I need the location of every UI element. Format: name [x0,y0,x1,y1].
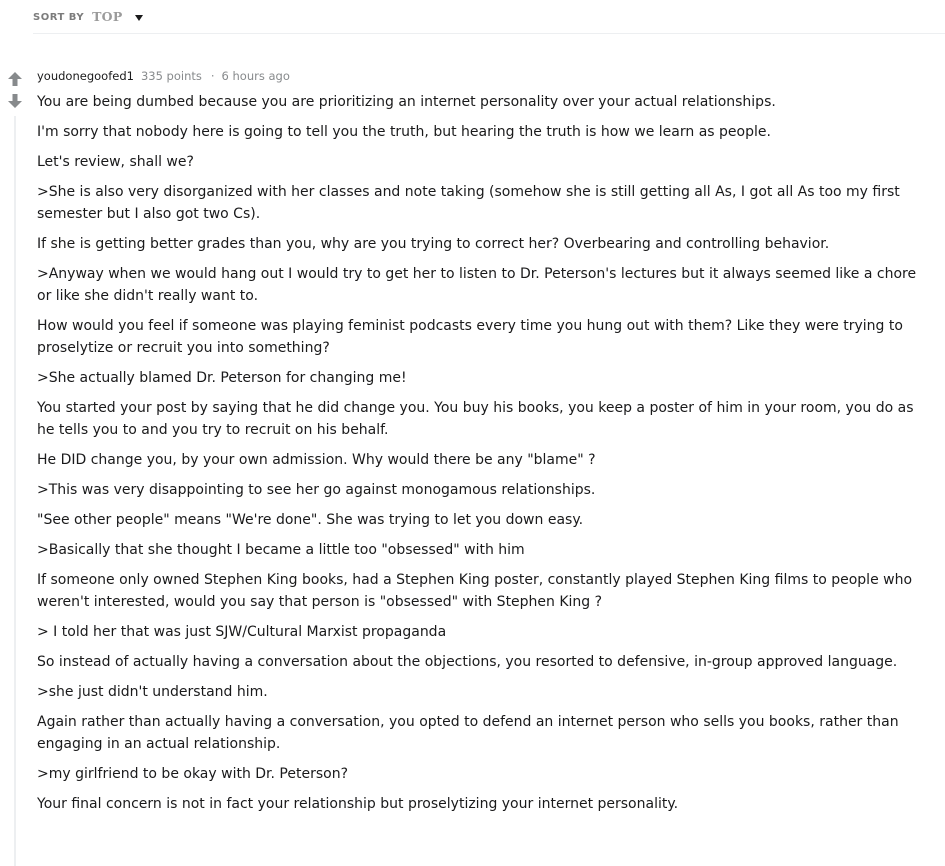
comment-body [37,91,932,823]
comment-paragraph: He DID change you, by your own admission. Why would there be any "blame" ? [37,452,596,468]
comment-paragraph: If someone only owned Stephen King books, had a Stephen King poster, constantly played Stephen King films to people who weren't interested, would you say that person is "obsessed" with Stephen King ? [37,572,913,610]
sort-bar [33,0,945,34]
comment-quote: >she just didn't understand him. [37,684,268,700]
comment-points: 335 points [140,69,202,83]
comment-quote: >She actually blamed Dr. Peterson for changing me! [37,370,407,386]
comment-quote: >She is also very disorganized with her classes and note taking (somehow she is still getting all As, I got all As too my first semester but I also got two Cs). [37,184,900,222]
sort-dropdown[interactable]: TOP [92,9,123,24]
comment-paragraph: I'm sorry that nobody here is going to tell you the truth, but hearing the truth is how we learn as people. [37,124,771,140]
comment-timestamp[interactable]: 6 hours ago [221,69,290,83]
comment-paragraph: Again rather than actually having a conversation, you opted to defend an internet person who sells you books, rather than engaging in an actual relationship. [37,714,899,752]
comment-paragraph: How would you feel if someone was playing feminist podcasts every time you hung out with them? Like they were trying to proselytize or recruit you into something? [37,318,903,356]
comment-paragraph: You started your post by saying that he did change you. You buy his books, you keep a poster of him in your room, you do as he tells you to and you try to recruit on his behalf. [37,400,914,438]
comment-paragraph: If she is getting better grades than you, why are you trying to correct her? Overbearing and controlling behavior. [37,236,830,252]
comment-paragraph: So instead of actually having a conversation about the objections, you resorted to defensive, in-group approved language. [37,654,898,670]
comment-quote: >This was very disappointing to see her go against monogamous relationships. [37,482,596,498]
comment-author-link[interactable]: youdonegoofed1 [37,69,134,83]
comment-meta [37,69,290,83]
comment-quote: >my girlfriend to be okay with Dr. Peterson? [37,766,349,782]
comment-paragraph: Let's review, shall we? [37,154,194,170]
comment-quote: >Anyway when we would hang out I would try to get her to listen to Dr. Peterson's lectures but it always seemed like a chore or like she didn't really want to. [37,266,917,304]
meta-separator: · [210,69,215,83]
comment-quote: > I told her that was just SJW/Cultural Marxist propaganda [37,624,447,640]
comment-paragraph: "See other people" means "We're done". She was trying to let you down easy. [37,512,584,528]
thread-collapse-line[interactable] [14,116,16,866]
upvote-arrow-icon[interactable] [7,71,23,87]
comment-quote: >Basically that she thought I became a little too "obsessed" with him [37,542,525,558]
downvote-arrow-icon[interactable] [7,93,23,109]
vote-controls [7,71,23,109]
sort-by-label: SORT BY [33,12,85,23]
comment-paragraph: You are being dumbed because you are prioritizing an internet personality over your actual relationships. [37,94,776,110]
caret-down-icon[interactable] [135,15,143,21]
comment-paragraph: Your final concern is not in fact your relationship but proselytizing your internet personality. [37,796,679,812]
